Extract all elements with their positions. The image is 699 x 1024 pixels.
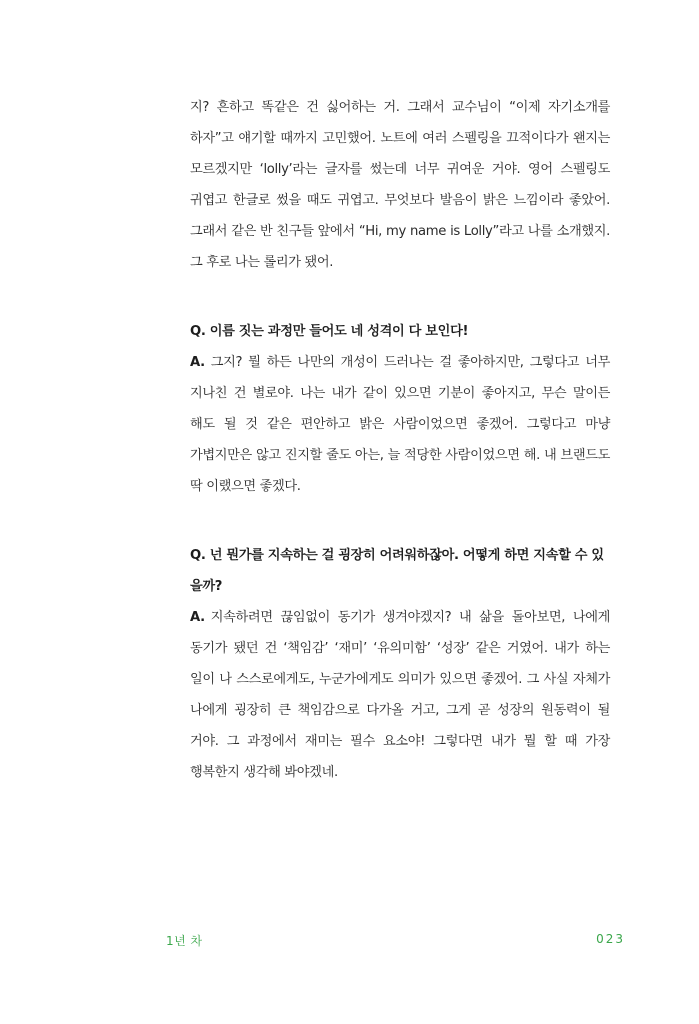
section-spacer [190, 502, 610, 540]
answer-1 [190, 347, 610, 502]
question-2: Q. 넌 뭔가를 지속하는 걸 굉장히 어려워하잖아. 어떻게 하면 지속할 수 있을까? [190, 548, 604, 594]
page-body [190, 92, 610, 788]
intro-paragraph: 지? 흔하고 똑같은 건 싫어하는 거. 그래서 교수님이 “이제 자기소개를 하자”고 얘기할 때까지 고민했어. 노트에 여러 스펠링을 끄적이다가 왠지는 모르겠지만 ‘lolly’라는 글자를 썼는데 너무 귀여운 거야. 영어 스펠링도 귀엽고 한글로 썼을 때도 귀엽고. 무엇보다 발음이 밝은 느낌이라 좋았어. 그래서 같은 반 친구들 앞에서 “Hi, my name is Lolly”라고 나를 소개했지. 그 후로 나는 롤리가 됐어. [190, 100, 610, 270]
answer-2-text: 지속하려면 끊임없이 동기가 생겨야겠지? 내 삶을 돌아보면, 나에게 동기가 됐던 건 ‘책임감’ ‘재미’ ‘유의미함’ ‘성장’ 같은 거였어. 내가 하는 일이 나 스스로에게도, 누군가에게도 의미가 있으면 좋겠어. 그 사실 자체가 나에게 굉장히 큰 책임감으로 다가올 거고, 그게 곧 성장의 원동력이 될 거야. 그 과정에서 재미는 필수 요소야! 그렇다면 내가 뭘 할 때 가장 행복한지 생각해 봐야겠네. [190, 610, 610, 780]
answer-1-text: 그지? 뭘 하든 나만의 개성이 드러나는 걸 좋아하지만, 그렇다고 너무 지나친 건 별로야. 나는 내가 같이 있으면 기분이 좋아지고, 무슨 말이든 해도 될 것 같은 편안하고 밝은 사람이었으면 좋겠어. 그렇다고 마냥 가볍지만은 않고 진지할 줄도 아는, 늘 적당한 사람이었으면 해. 내 브랜드도 딱 이랬으면 좋겠다. [190, 355, 610, 494]
section-spacer [190, 278, 610, 316]
answer-marker: A. [190, 355, 205, 370]
answer-marker: A. [190, 610, 205, 625]
answer-2 [190, 602, 610, 788]
question-1: Q. 이름 짓는 과정만 들어도 네 성격이 다 보인다! [190, 324, 469, 339]
running-footer-section: 1년 차 [166, 934, 203, 948]
page-number: 023 [596, 932, 625, 946]
